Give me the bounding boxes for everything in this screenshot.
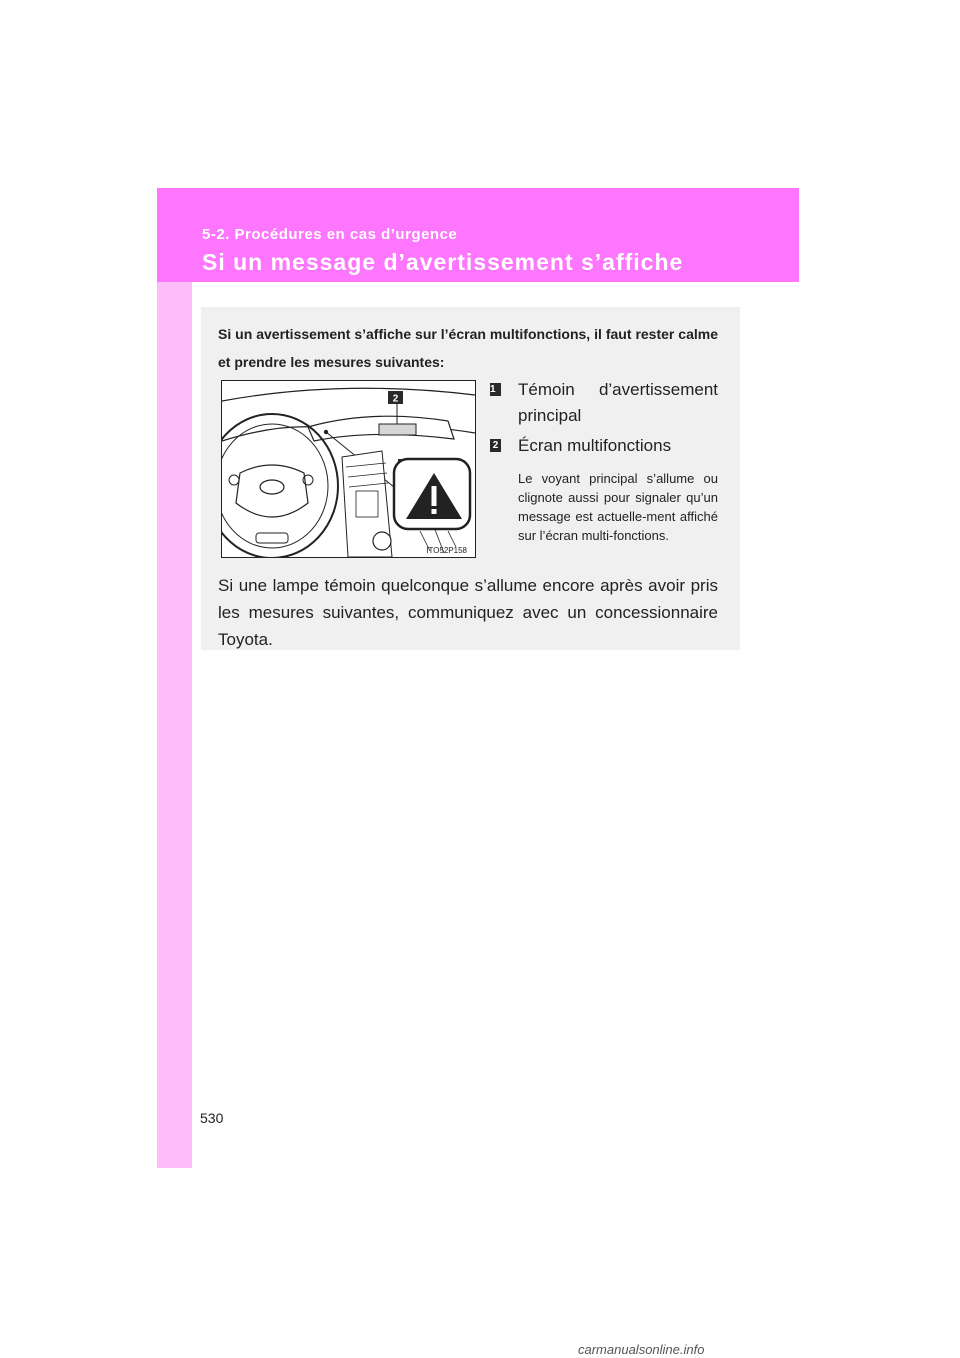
legend-item-master-warning — [490, 377, 718, 429]
legend — [490, 377, 718, 545]
steering-hub — [236, 465, 308, 517]
legend-item-multi-display — [490, 433, 718, 459]
dashboard-illustration — [221, 380, 476, 558]
wheel-button-left — [229, 475, 239, 485]
page-title: Si un message d’avertissement s’affiche — [202, 249, 684, 275]
figure-code: ITO52P158 — [426, 546, 467, 555]
legend-number: 1 — [490, 383, 501, 396]
closing-text: Si une lampe témoin quelconque s’allume encore après avoir pris les mesures suivantes, communiquez avec un concessionnaire Toyota. — [218, 576, 718, 649]
page-number: 530 — [200, 1110, 224, 1126]
intro-text: Si un avertissement s’affiche sur l’écran multifonctions, il faut rester calme et prendre les mesures suivantes: — [218, 326, 718, 370]
section-label: 5-2. Procédures en cas d’urgence — [202, 226, 458, 243]
legend-number: 2 — [490, 439, 501, 452]
legend-label: Témoin d’avertissement principal — [518, 380, 718, 425]
multi-display — [379, 424, 416, 435]
shift-knob — [373, 532, 391, 550]
footer-watermark: carmanualsonline.info — [578, 1342, 705, 1357]
side-strip — [157, 188, 192, 1168]
windshield-contour — [222, 388, 475, 401]
wheel-lower-spoke — [256, 533, 288, 543]
callout-2-number: 2 — [392, 393, 399, 405]
legend-note: Le voyant principal s’allume ou clignote aussi pour signaler qu’un message est actuelle-ment affiché sur l’écran multi-fonctions. — [518, 471, 718, 543]
legend-label: Écran multifonctions — [518, 436, 672, 455]
